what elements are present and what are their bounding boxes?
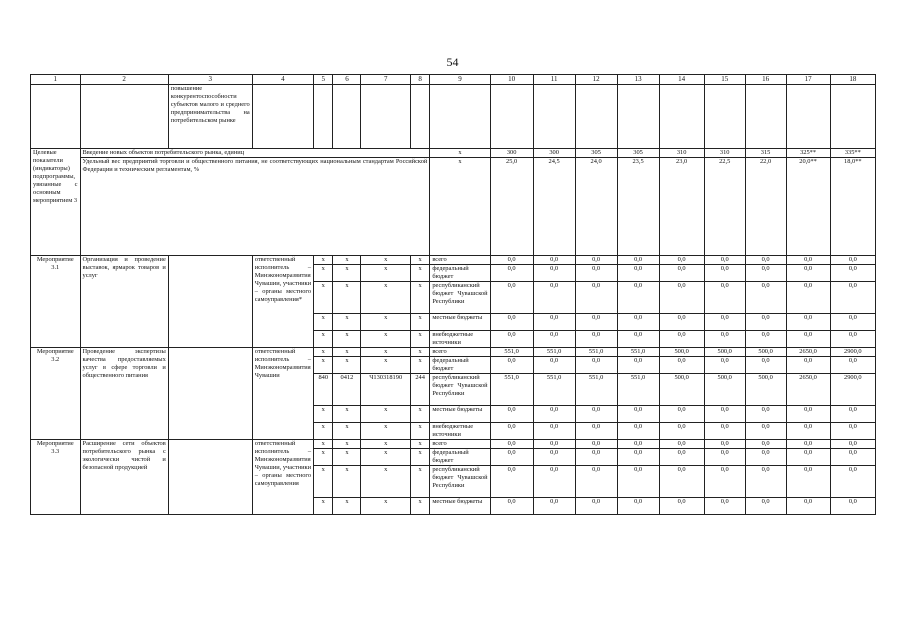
indicator-value: 310 — [704, 149, 745, 158]
funding-value: 0,0 — [659, 314, 704, 331]
measure-label: Мероприятие 3.1 — [31, 256, 81, 348]
measure-title: Организация и проведение выставок, ярмарок товаров и услуг — [80, 256, 168, 348]
code-grbs: x — [314, 357, 333, 374]
funding-value: 0,0 — [786, 265, 830, 282]
funding-value: 0,0 — [617, 331, 659, 348]
code-rzpr: x — [333, 423, 361, 440]
funding-source: местные бюджеты — [430, 406, 490, 423]
column-header-3: 3 — [168, 75, 252, 85]
funding-value: 0,0 — [786, 466, 830, 498]
code-grbs: x — [314, 331, 333, 348]
column-header-17: 17 — [786, 75, 830, 85]
indicator-row — [31, 158, 876, 256]
funding-value: 551,0 — [490, 348, 533, 357]
code-grbs: x — [314, 449, 333, 466]
indicator-value: 23,5 — [617, 158, 659, 256]
indicator-value: 20,0** — [786, 158, 830, 256]
code-rzpr: x — [333, 357, 361, 374]
indicator-value: 22,0 — [745, 158, 786, 256]
indicator-value: 300 — [490, 149, 533, 158]
funding-value: 0,0 — [704, 265, 745, 282]
funding-value: 0,0 — [533, 406, 575, 423]
funding-value: 0,0 — [490, 440, 533, 449]
funding-value: 0,0 — [786, 423, 830, 440]
code-rzpr: x — [333, 440, 361, 449]
funding-value: 0,0 — [575, 466, 617, 498]
funding-value: 0,0 — [533, 265, 575, 282]
column-header-6: 6 — [333, 75, 361, 85]
funding-source: федеральный бюджет — [430, 357, 490, 374]
indicator-value: 25,0 — [490, 158, 533, 256]
column-header-15: 15 — [704, 75, 745, 85]
indicator-value: 305 — [575, 149, 617, 158]
code-csr: x — [361, 282, 411, 314]
indicator-value: 18,0** — [830, 158, 875, 256]
funding-source: внебюджетные источники — [430, 423, 490, 440]
indicator-name: Удельный вес предприятий торговли и общественного питания, не соответствующих национальным стандартам Российской Федерации и техническим регламентам, % — [80, 158, 430, 256]
funding-value: 0,0 — [533, 282, 575, 314]
code-rzpr: x — [333, 331, 361, 348]
column-header-16: 16 — [745, 75, 786, 85]
code-vr: x — [410, 423, 429, 440]
column-header-8: 8 — [410, 75, 429, 85]
column-header-13: 13 — [617, 75, 659, 85]
column-header-18: 18 — [830, 75, 875, 85]
funding-value: 0,0 — [786, 282, 830, 314]
funding-value: 0,0 — [830, 440, 875, 449]
funding-value: 0,0 — [659, 265, 704, 282]
code-csr: x — [361, 331, 411, 348]
column-header-14: 14 — [659, 75, 704, 85]
funding-value: 551,0 — [533, 374, 575, 406]
program-table — [30, 74, 876, 515]
funding-value: 0,0 — [617, 406, 659, 423]
column-header-11: 11 — [533, 75, 575, 85]
funding-value: 0,0 — [575, 357, 617, 374]
funding-value: 0,0 — [786, 314, 830, 331]
column-header-5: 5 — [314, 75, 333, 85]
funding-value: 0,0 — [745, 282, 786, 314]
indicators-label: Целевые показатели (индикаторы) подпрограммы, увязанные с основным мероприятием 3 — [31, 149, 81, 256]
code-grbs: x — [314, 348, 333, 357]
column-header-1: 1 — [31, 75, 81, 85]
funding-value: 0,0 — [617, 440, 659, 449]
funding-value: 0,0 — [830, 357, 875, 374]
code-csr: x — [361, 440, 411, 449]
funding-value: 0,0 — [704, 282, 745, 314]
funding-value: 0,0 — [490, 498, 533, 515]
funding-value: 0,0 — [575, 423, 617, 440]
funding-value: 0,0 — [533, 498, 575, 515]
funding-value: 0,0 — [745, 314, 786, 331]
funding-value: 551,0 — [533, 348, 575, 357]
funding-source: местные бюджеты — [430, 314, 490, 331]
funding-value: 0,0 — [745, 466, 786, 498]
funding-source: всего — [430, 440, 490, 449]
indicator-value: 24,0 — [575, 158, 617, 256]
code-grbs: x — [314, 498, 333, 515]
funding-value: 0,0 — [704, 440, 745, 449]
funding-value: 0,0 — [659, 423, 704, 440]
code-vr: x — [410, 357, 429, 374]
funding-value: 2650,0 — [786, 374, 830, 406]
code-grbs: x — [314, 282, 333, 314]
funding-value: 0,0 — [575, 331, 617, 348]
funding-value: 0,0 — [575, 440, 617, 449]
funding-value: 0,0 — [745, 498, 786, 515]
funding-value: 0,0 — [830, 256, 875, 265]
funding-value: 0,0 — [704, 466, 745, 498]
funding-value: 0,0 — [617, 357, 659, 374]
funding-value: 551,0 — [575, 348, 617, 357]
code-grbs: x — [314, 440, 333, 449]
code-rzpr: x — [333, 498, 361, 515]
funding-value: 0,0 — [830, 282, 875, 314]
funding-value: 551,0 — [617, 348, 659, 357]
funding-value: 0,0 — [533, 466, 575, 498]
code-grbs: x — [314, 466, 333, 498]
funding-value: 0,0 — [830, 466, 875, 498]
funding-value: 0,0 — [704, 256, 745, 265]
funding-source: федеральный бюджет — [430, 449, 490, 466]
column-header-2: 2 — [80, 75, 168, 85]
code-csr: x — [361, 498, 411, 515]
funding-value: 0,0 — [786, 331, 830, 348]
funding-value: 500,0 — [704, 374, 745, 406]
funding-value: 500,0 — [659, 374, 704, 406]
funding-value: 0,0 — [745, 331, 786, 348]
funding-value: 0,0 — [786, 357, 830, 374]
indicator-value: 24,5 — [533, 158, 575, 256]
code-rzpr: x — [333, 314, 361, 331]
funding-value: 0,0 — [786, 440, 830, 449]
measure-title: Расширение сети объектов потребительского рынка с экологически чистой и безопасной продукцией — [80, 440, 168, 515]
funding-value: 0,0 — [490, 357, 533, 374]
funding-source: внебюджетные источники — [430, 331, 490, 348]
measure-row — [31, 256, 876, 265]
code-grbs: 840 — [314, 374, 333, 406]
measure-label: Мероприятие 3.2 — [31, 348, 81, 440]
funding-value: 0,0 — [745, 256, 786, 265]
funding-value: 0,0 — [659, 256, 704, 265]
measure-responsible: ответственный исполнитель – Минэкономразвития Чувашии, участники – органы местного самоуправления — [252, 440, 313, 515]
funding-source: республиканский бюджет Чувашской Республики — [430, 282, 490, 314]
document-sheet — [30, 74, 876, 584]
funding-value: 2650,0 — [786, 348, 830, 357]
code-vr: x — [410, 256, 429, 265]
indicator-value: 300 — [533, 149, 575, 158]
funding-value: 551,0 — [575, 374, 617, 406]
code-grbs: x — [314, 256, 333, 265]
measure-title: Проведение экспертизы качества предоставляемых услуг в сфере торговли и общественного питания — [80, 348, 168, 440]
funding-value: 0,0 — [533, 331, 575, 348]
funding-value: 0,0 — [575, 406, 617, 423]
funding-value: 0,0 — [704, 423, 745, 440]
funding-value: 0,0 — [617, 423, 659, 440]
funding-value: 0,0 — [490, 282, 533, 314]
funding-value: 0,0 — [490, 423, 533, 440]
measure-empty — [168, 440, 252, 515]
indicator-value: 22,5 — [704, 158, 745, 256]
funding-value: 0,0 — [786, 406, 830, 423]
code-vr: x — [410, 348, 429, 357]
funding-source: всего — [430, 256, 490, 265]
code-rzpr: x — [333, 406, 361, 423]
funding-value: 2900,0 — [830, 374, 875, 406]
funding-value: 0,0 — [704, 331, 745, 348]
funding-value: 0,0 — [575, 449, 617, 466]
column-header-7: 7 — [361, 75, 411, 85]
code-vr: x — [410, 440, 429, 449]
funding-value: 0,0 — [745, 406, 786, 423]
code-rzpr: 0412 — [333, 374, 361, 406]
funding-value: 0,0 — [704, 406, 745, 423]
funding-value: 0,0 — [617, 466, 659, 498]
code-vr: 244 — [410, 374, 429, 406]
funding-value: 0,0 — [745, 265, 786, 282]
funding-value: 0,0 — [490, 256, 533, 265]
funding-value: 0,0 — [704, 314, 745, 331]
funding-value: 0,0 — [533, 423, 575, 440]
funding-value: 0,0 — [704, 449, 745, 466]
indicator-value: 325** — [786, 149, 830, 158]
goal-text: повышение конкурентоспособности субъектов малого и среднего предпринимательства на потребительском рынке — [168, 85, 252, 149]
funding-value: 0,0 — [659, 406, 704, 423]
funding-value: 0,0 — [575, 282, 617, 314]
funding-value: 0,0 — [617, 314, 659, 331]
funding-value: 0,0 — [575, 498, 617, 515]
code-csr: x — [361, 348, 411, 357]
code-csr: x — [361, 423, 411, 440]
funding-value: 0,0 — [490, 314, 533, 331]
measure-empty — [168, 256, 252, 348]
code-vr: x — [410, 265, 429, 282]
indicator-value: 335** — [830, 149, 875, 158]
funding-value: 0,0 — [786, 449, 830, 466]
funding-value: 551,0 — [617, 374, 659, 406]
funding-value: 500,0 — [745, 348, 786, 357]
funding-value: 0,0 — [533, 449, 575, 466]
funding-source: федеральный бюджет — [430, 265, 490, 282]
code-rzpr: x — [333, 265, 361, 282]
indicator-value: 315 — [745, 149, 786, 158]
funding-value: 0,0 — [533, 314, 575, 331]
funding-value: 0,0 — [575, 265, 617, 282]
funding-value: 0,0 — [659, 466, 704, 498]
code-grbs: x — [314, 423, 333, 440]
funding-value: 0,0 — [830, 406, 875, 423]
code-csr: x — [361, 256, 411, 265]
code-csr: x — [361, 406, 411, 423]
funding-value: 2900,0 — [830, 348, 875, 357]
funding-source: республиканский бюджет Чувашской Республики — [430, 466, 490, 498]
funding-value: 0,0 — [830, 498, 875, 515]
code-grbs: x — [314, 406, 333, 423]
funding-value: 551,0 — [490, 374, 533, 406]
funding-value: 0,0 — [659, 357, 704, 374]
funding-value: 0,0 — [786, 256, 830, 265]
funding-value: 500,0 — [745, 374, 786, 406]
code-vr: x — [410, 314, 429, 331]
funding-value: 0,0 — [830, 265, 875, 282]
funding-source: местные бюджеты — [430, 498, 490, 515]
funding-value: 0,0 — [533, 357, 575, 374]
funding-value: 0,0 — [745, 357, 786, 374]
code-vr: x — [410, 449, 429, 466]
code-vr: x — [410, 466, 429, 498]
code-rzpr: x — [333, 282, 361, 314]
funding-value: 0,0 — [704, 357, 745, 374]
funding-value: 0,0 — [830, 449, 875, 466]
indicator-x: x — [430, 149, 490, 158]
page-number: 54 — [446, 55, 459, 69]
funding-value: 0,0 — [659, 498, 704, 515]
funding-value: 0,0 — [786, 498, 830, 515]
funding-value: 0,0 — [659, 331, 704, 348]
measure-label: Мероприятие 3.3 — [31, 440, 81, 515]
code-vr: x — [410, 331, 429, 348]
funding-value: 500,0 — [659, 348, 704, 357]
funding-value: 0,0 — [830, 423, 875, 440]
funding-source: республиканский бюджет Чувашской Республики — [430, 374, 490, 406]
funding-value: 0,0 — [617, 256, 659, 265]
code-csr: x — [361, 357, 411, 374]
funding-value: 0,0 — [490, 449, 533, 466]
code-rzpr: x — [333, 256, 361, 265]
measure-row — [31, 348, 876, 357]
funding-value: 0,0 — [659, 282, 704, 314]
funding-value: 0,0 — [617, 498, 659, 515]
indicator-name: Введение новых объектов потребительского рынка, единиц — [80, 149, 430, 158]
funding-value: 0,0 — [659, 449, 704, 466]
funding-value: 0,0 — [533, 440, 575, 449]
measure-responsible: ответственный исполнитель – Минэкономразвития Чувашии — [252, 348, 313, 440]
code-grbs: x — [314, 265, 333, 282]
code-grbs: x — [314, 314, 333, 331]
column-header-10: 10 — [490, 75, 533, 85]
code-csr: x — [361, 466, 411, 498]
funding-value: 0,0 — [704, 498, 745, 515]
funding-value: 0,0 — [533, 256, 575, 265]
column-header-9: 9 — [430, 75, 490, 85]
indicator-value: 310 — [659, 149, 704, 158]
code-vr: x — [410, 406, 429, 423]
funding-value: 500,0 — [704, 348, 745, 357]
funding-value: 0,0 — [830, 314, 875, 331]
funding-value: 0,0 — [617, 282, 659, 314]
code-csr: Ч130318190 — [361, 374, 411, 406]
code-csr: x — [361, 314, 411, 331]
measure-responsible: ответственный исполнитель – Минэкономразвития Чувашии, участники – органы местного самоуправления* — [252, 256, 313, 348]
continuation-row — [31, 85, 876, 149]
funding-value: 0,0 — [575, 314, 617, 331]
column-header-12: 12 — [575, 75, 617, 85]
code-vr: x — [410, 498, 429, 515]
code-csr: x — [361, 449, 411, 466]
measure-row — [31, 440, 876, 449]
funding-value: 0,0 — [617, 265, 659, 282]
funding-value: 0,0 — [745, 423, 786, 440]
indicator-row — [31, 149, 876, 158]
column-header-4: 4 — [252, 75, 313, 85]
funding-value: 0,0 — [617, 449, 659, 466]
funding-value: 0,0 — [830, 331, 875, 348]
column-header-row — [31, 75, 876, 85]
funding-value: 0,0 — [490, 466, 533, 498]
measure-empty — [168, 348, 252, 440]
funding-value: 0,0 — [490, 406, 533, 423]
code-vr: x — [410, 282, 429, 314]
funding-value: 0,0 — [745, 440, 786, 449]
funding-value: 0,0 — [490, 331, 533, 348]
code-rzpr: x — [333, 449, 361, 466]
code-rzpr: x — [333, 348, 361, 357]
funding-value: 0,0 — [575, 256, 617, 265]
code-rzpr: x — [333, 466, 361, 498]
code-csr: x — [361, 265, 411, 282]
indicator-value: 305 — [617, 149, 659, 158]
funding-value: 0,0 — [490, 265, 533, 282]
funding-value: 0,0 — [745, 449, 786, 466]
funding-value: 0,0 — [659, 440, 704, 449]
indicator-value: 23,0 — [659, 158, 704, 256]
indicator-x: x — [430, 158, 490, 256]
funding-source: всего — [430, 348, 490, 357]
